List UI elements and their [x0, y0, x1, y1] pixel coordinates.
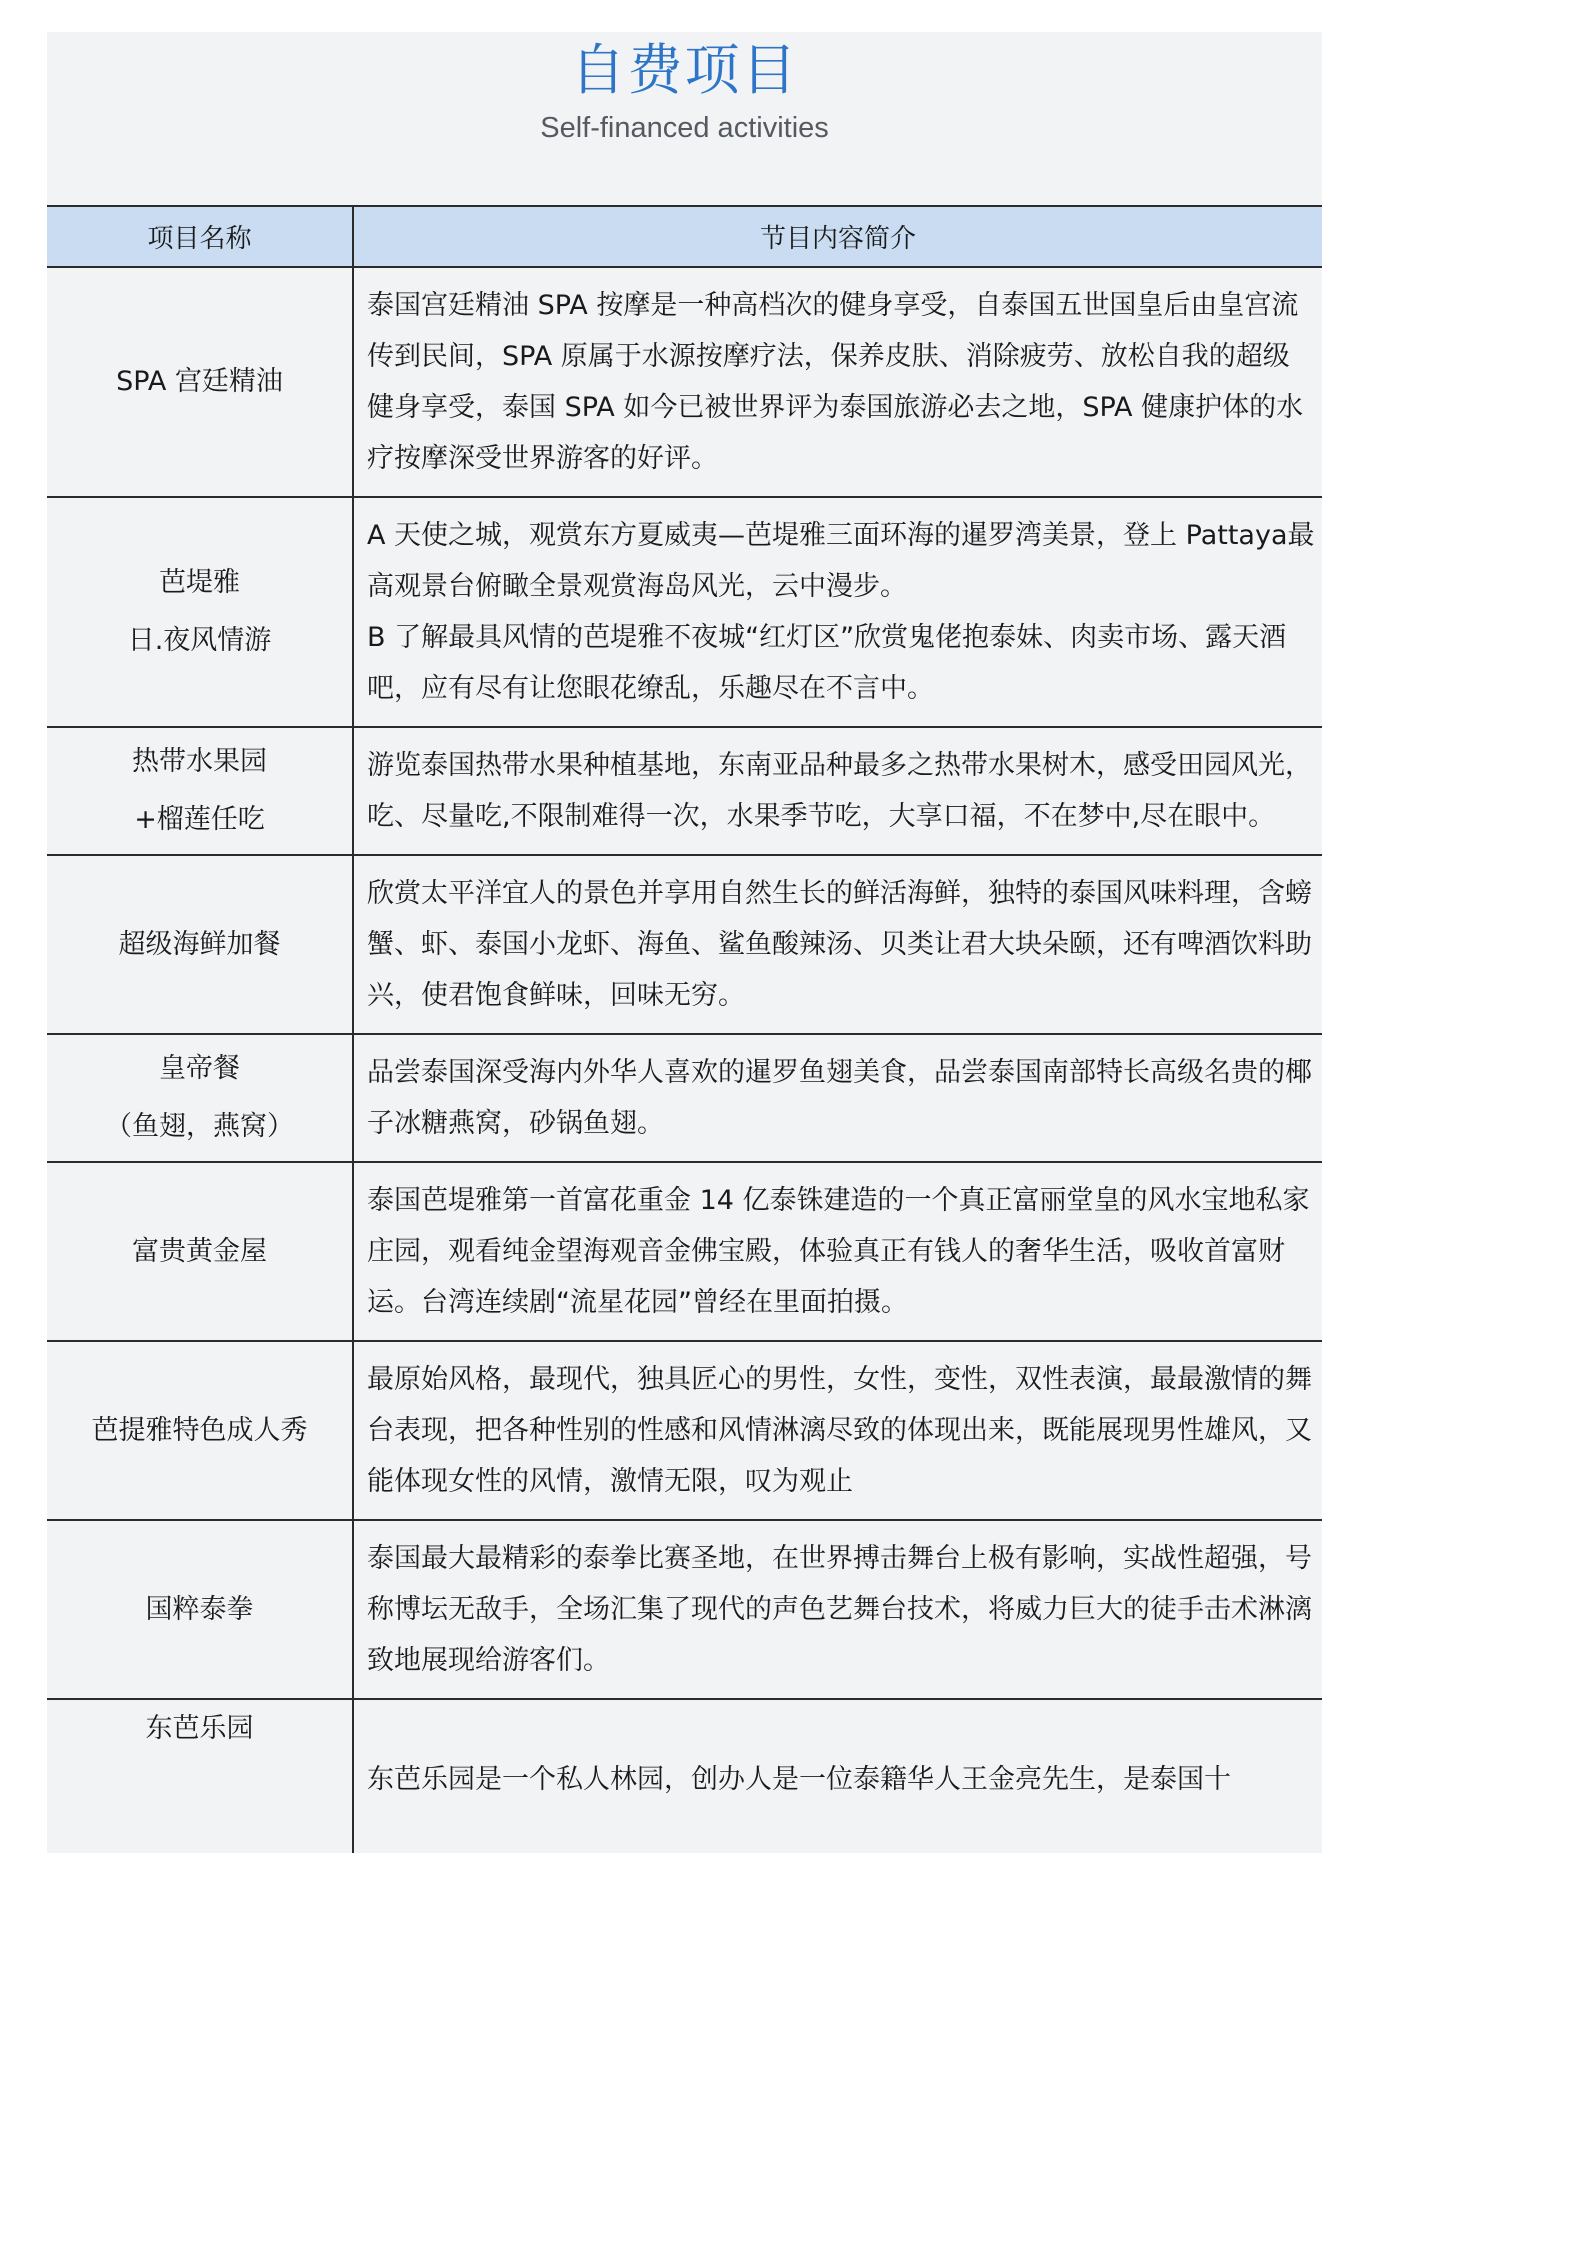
- activity-description: 欣赏太平洋宜人的景色并享用自然生长的鲜活海鲜，独特的泰国风味料理，含螃蟹、虾、泰国小龙虾、海鱼、鲨鱼酸辣汤、贝类让君大块朵颐，还有啤酒饮料助兴，使君饱食鲜味，回味无穷。: [353, 855, 1322, 1034]
- table-row: [47, 497, 1322, 727]
- activity-description: 泰国宫廷精油 SPA 按摩是一种高档次的健身享受，自泰国五世国皇后由皇宫流传到民间，SPA 原属于水源按摩疗法，保养皮肤、消除疲劳、放松自我的超级健身享受，泰国 SPA 如今已被世界评为泰国旅游必去之地，SPA 健康护体的水疗按摩深受世界游客的好评。: [353, 267, 1322, 497]
- activity-description: 最原始风格，最现代，独具匠心的男性，女性，变性，双性表演，最最激情的舞台表现，把各种性别的性感和风情淋漓尽致的体现出来，既能展现男性雄风，又能体现女性的风情，激情无限，叹为观止: [353, 1341, 1322, 1520]
- column-header-description: 节目内容简介: [353, 206, 1322, 267]
- table-row: [47, 1520, 1322, 1699]
- activity-description-text: 东芭乐园是一个私人林园，创办人是一位泰籍华人王金亮先生，是泰国十: [367, 1764, 1231, 1795]
- activity-name-line: +榴莲任吃: [134, 804, 265, 835]
- activity-name-line: 东芭乐园: [145, 1713, 254, 1744]
- activity-name: [47, 267, 353, 497]
- activity-name-line: 富贵黄金屋: [132, 1235, 267, 1267]
- table-row: [47, 727, 1322, 855]
- activity-description: 泰国芭堤雅第一首富花重金 14 亿泰铢建造的一个真正富丽堂皇的风水宝地私家庄园，观看纯金望海观音金佛宝殿，体验真正有钱人的奢华生活，吸收首富财运。台湾连续剧“流星花园”曾经在里面拍摄。: [353, 1162, 1322, 1341]
- document-title: 自费项目: [570, 38, 799, 102]
- activity-name: [47, 497, 353, 727]
- activity-description: A 天使之城，观赏东方夏威夷—芭堤雅三面环海的暹罗湾美景，登上 Pattaya最高观景台俯瞰全景观赏海岛风光，云中漫步。 B 了解最具风情的芭堤雅不夜城“红灯区”欣赏鬼佬抱泰妹、肉卖市场、露天酒吧，应有尽有让您眼花缭乱，乐趣尽在不言中。: [353, 497, 1322, 727]
- activity-name-line: 超级海鲜加餐: [118, 928, 281, 960]
- activity-name-line: （鱼翅，燕窝）: [105, 1111, 294, 1142]
- table-row: [47, 1162, 1322, 1341]
- activity-name-line: SPA 宫廷精油: [116, 366, 283, 397]
- activity-name-line: 皇帝餐: [159, 1053, 240, 1084]
- activity-name-line: 国粹泰拳: [145, 1593, 254, 1625]
- column-header-name: 项目名称: [47, 206, 353, 267]
- activity-name: [47, 855, 353, 1034]
- activity-name: [47, 1162, 353, 1341]
- activity-name: [47, 1341, 353, 1520]
- activity-name: [47, 727, 353, 855]
- activity-description: [353, 1699, 1322, 1853]
- activity-description: 泰国最大最精彩的泰拳比赛圣地，在世界搏击舞台上极有影响，实战性超强，号称博坛无敌手，全场汇集了现代的声色艺舞台技术，将威力巨大的徒手击术淋漓致地展现给游客们。: [353, 1520, 1322, 1699]
- table-row: [47, 267, 1322, 497]
- activity-description: 游览泰国热带水果种植基地，东南亚品种最多之热带水果树木，感受田园风光，吃、尽量吃,不限制难得一次，水果季节吃，大享口福，不在梦中,尽在眼中。: [353, 727, 1322, 855]
- activity-name: [47, 1520, 353, 1699]
- activities-table: [47, 205, 1322, 1853]
- activity-name: [47, 1699, 353, 1853]
- table-row: [47, 1341, 1322, 1520]
- document-subtitle: Self-financed activities: [540, 112, 829, 144]
- activities-sheet: [47, 32, 1322, 1853]
- table-header-row: [47, 206, 1322, 267]
- activity-name-line: 热带水果园: [132, 746, 267, 777]
- activity-name: [47, 1034, 353, 1162]
- activity-name-line: 芭堤雅: [159, 567, 240, 598]
- document-header: [47, 32, 1322, 205]
- activity-description: 品尝泰国深受海内外华人喜欢的暹罗鱼翅美食，品尝泰国南部特长高级名贵的椰子冰糖燕窝，砂锅鱼翅。: [353, 1034, 1322, 1162]
- table-row: [47, 1034, 1322, 1162]
- table-row: [47, 1699, 1322, 1853]
- activity-name-line: 日.夜风情游: [127, 625, 272, 656]
- table-row: [47, 855, 1322, 1034]
- activity-name-line: 芭提雅特色成人秀: [91, 1414, 308, 1446]
